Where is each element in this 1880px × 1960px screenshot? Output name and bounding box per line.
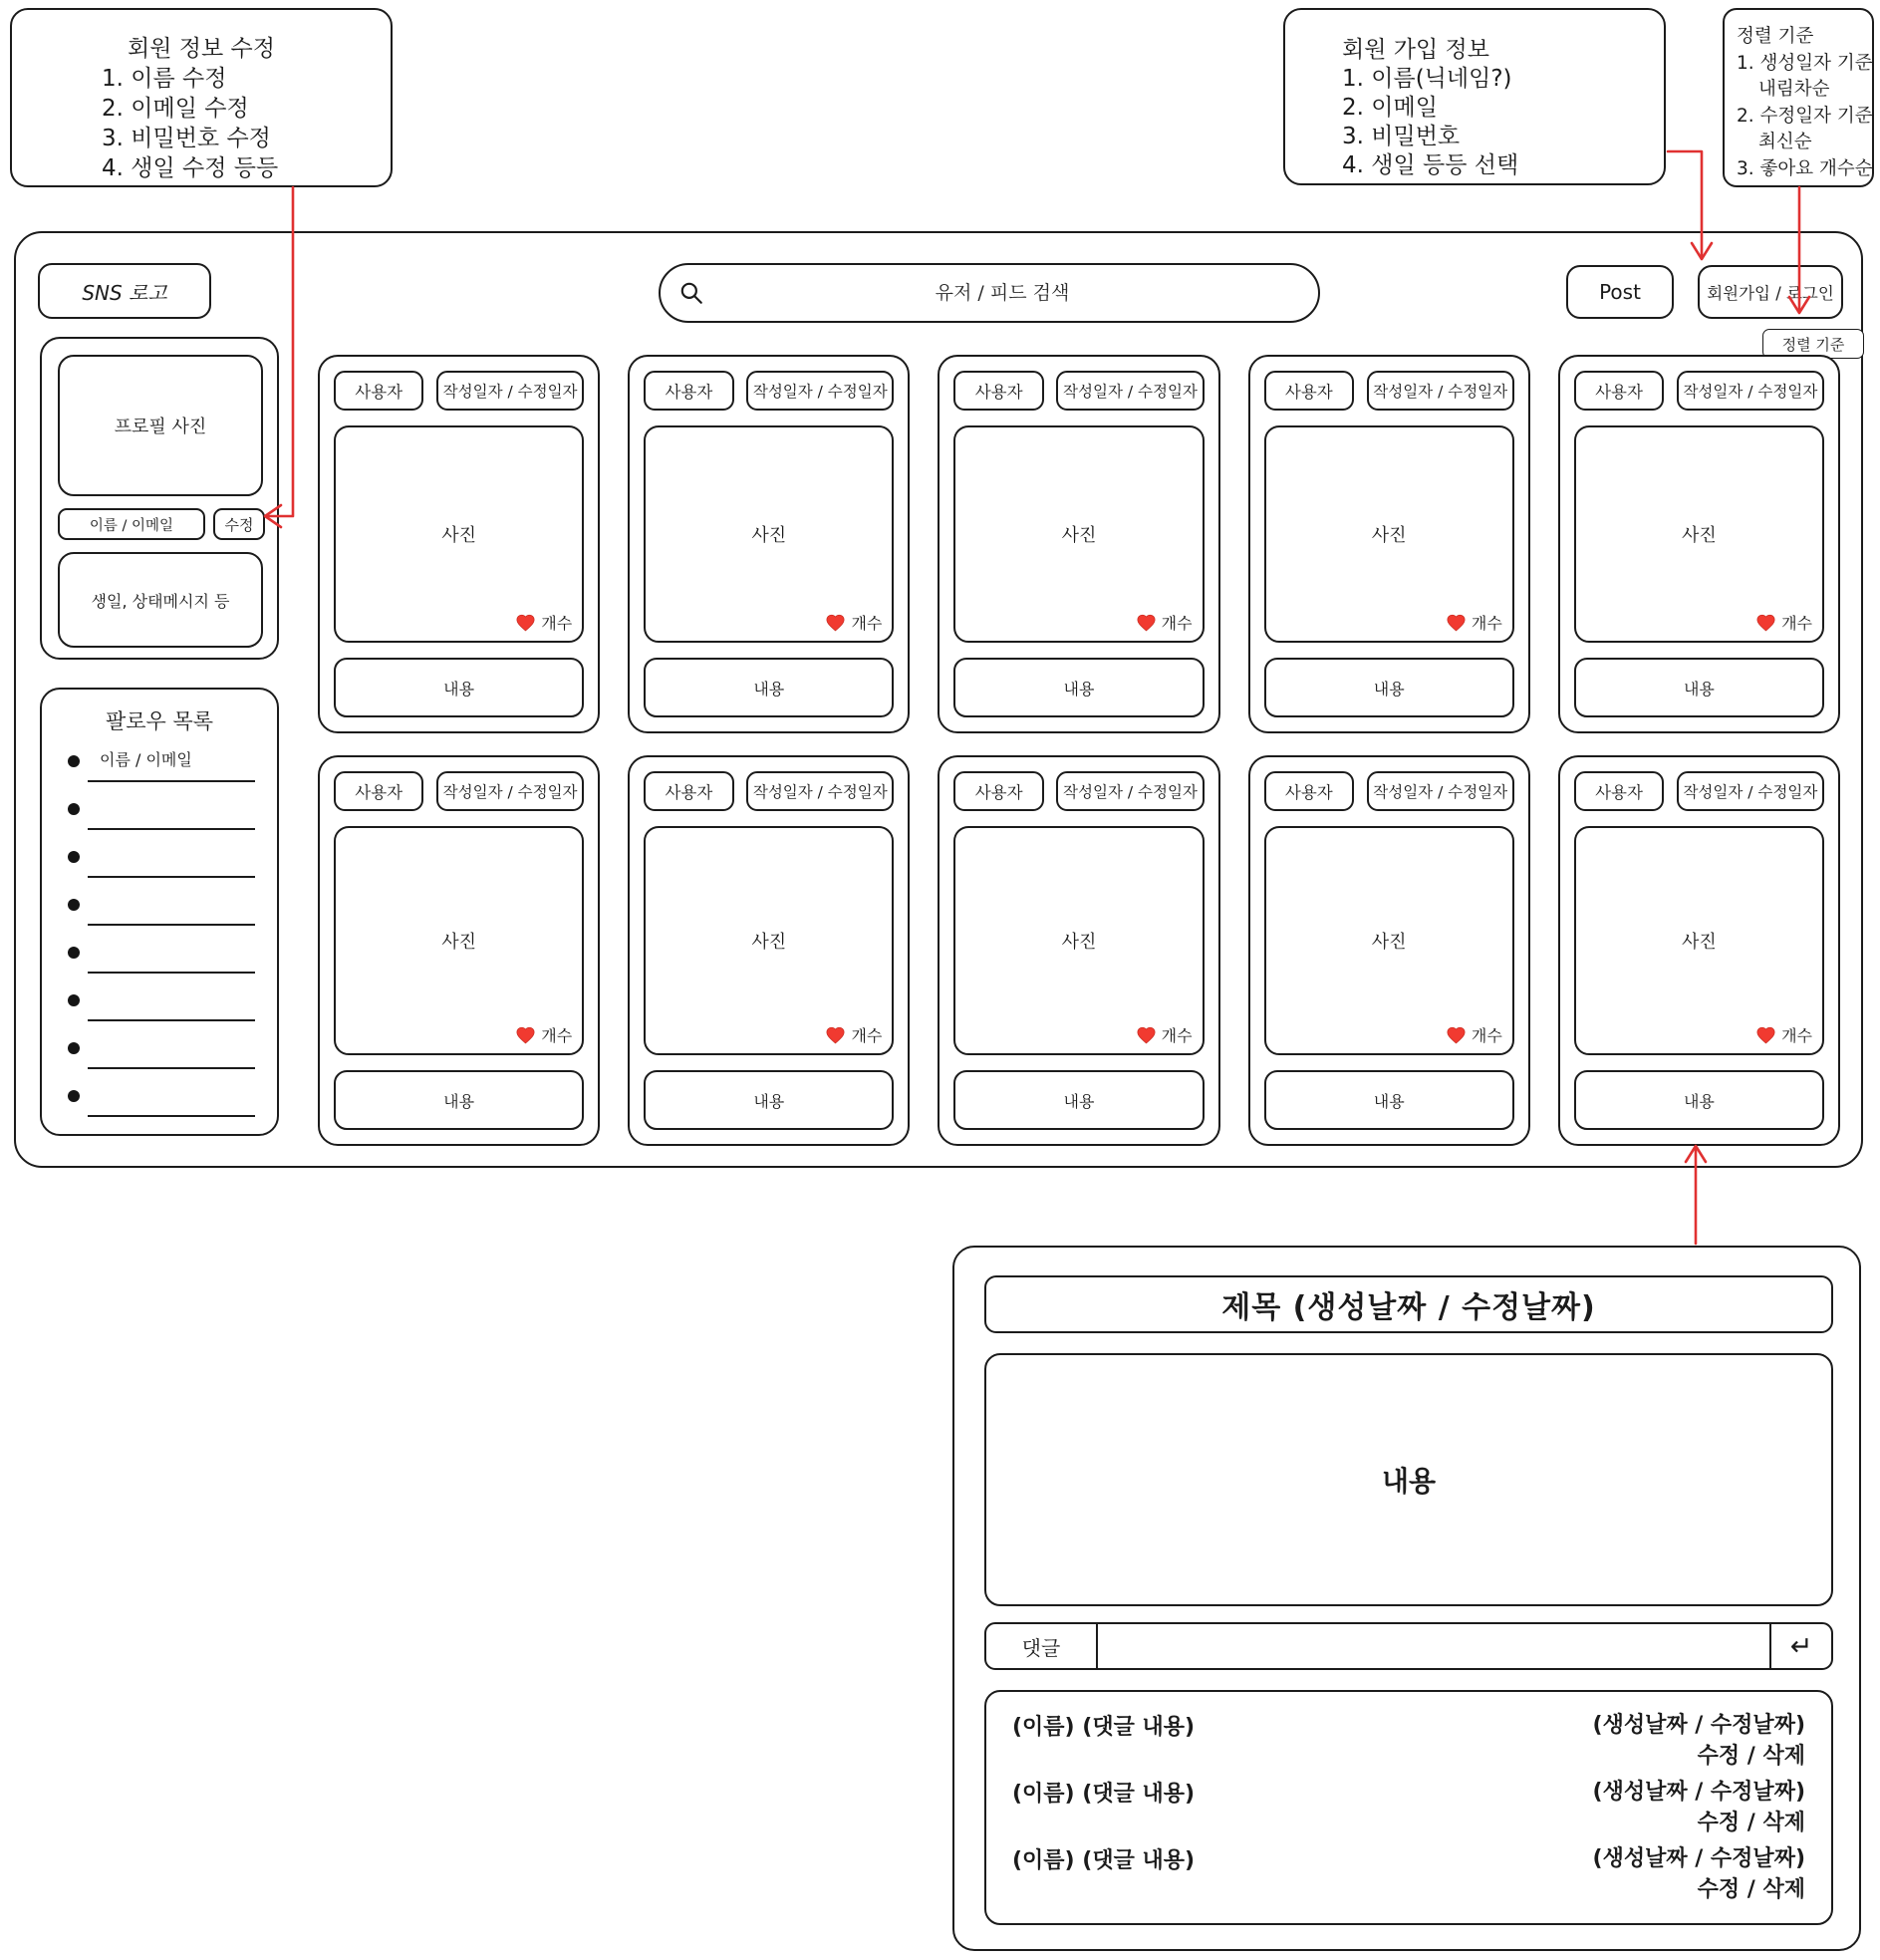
feed-card[interactable]: [628, 755, 910, 1146]
follow-list-item[interactable]: [42, 986, 277, 1034]
card-photo-label: 사진: [751, 525, 787, 546]
like-count-label: 개수: [851, 614, 883, 633]
note-line: 4. 생일 수정 등등: [102, 155, 279, 181]
like-count-label: 개수: [1781, 614, 1812, 633]
card-photo-label: 사진: [1371, 525, 1407, 546]
heart-icon: [1755, 1025, 1776, 1044]
heart-icon: [1136, 1025, 1157, 1044]
card-date-chip: 작성일자 / 수정일자: [1367, 771, 1514, 811]
bullet-icon: [68, 803, 80, 815]
comment-author-text: (이름) (댓글 내용): [1012, 1848, 1196, 1873]
feed-card[interactable]: [318, 755, 600, 1146]
like-button[interactable]: [1755, 1023, 1812, 1046]
card-content: 내용: [1574, 1070, 1824, 1130]
note-line: 내림차순: [1758, 79, 1830, 100]
comment-item: [1012, 1710, 1805, 1772]
bullet-icon: [68, 947, 80, 959]
profile-birthday-status: 생일, 상태메시지 등: [58, 552, 263, 648]
follow-item-underline: [88, 828, 255, 830]
note-line: 2. 이메일 수정: [102, 96, 249, 122]
profile-name-email: 이름 / 이메일: [58, 508, 205, 540]
follow-item-underline: [88, 1019, 255, 1021]
like-button[interactable]: [515, 1023, 572, 1046]
card-photo: [1264, 826, 1514, 1055]
main-app-frame: [14, 231, 1863, 1168]
follow-item-underline: [88, 924, 255, 926]
post-content: 내용: [984, 1353, 1833, 1606]
comment-edit-delete[interactable]: 수정 / 삭제: [1697, 1811, 1805, 1835]
feed-card-header: [1264, 771, 1514, 811]
bullet-icon: [68, 899, 80, 911]
note-line: 4. 생일 등등 선택: [1342, 152, 1519, 178]
follow-list-item[interactable]: [42, 1082, 277, 1130]
feed-card[interactable]: [1558, 355, 1840, 733]
card-photo-label: 사진: [1061, 525, 1097, 546]
note-sort-criteria: [1723, 8, 1874, 187]
comment-list: [984, 1690, 1833, 1925]
comment-label: 댓글: [986, 1624, 1098, 1668]
feed-card[interactable]: [1248, 355, 1530, 733]
card-photo-label: 사진: [441, 932, 476, 953]
card-date-chip: 작성일자 / 수정일자: [1056, 771, 1204, 811]
like-count-label: 개수: [541, 1026, 573, 1045]
enter-icon[interactable]: ↵: [1769, 1624, 1831, 1668]
like-count-label: 개수: [1781, 1026, 1812, 1045]
post-title: 제목 (생성날짜 / 수정날짜): [984, 1275, 1833, 1333]
follow-list-item[interactable]: [42, 1034, 277, 1082]
note-title: 회원 가입 정보: [1342, 37, 1489, 63]
sort-criteria-button[interactable]: 정렬 기준: [1762, 329, 1864, 359]
feed-card-header: [953, 371, 1204, 411]
card-user-chip[interactable]: 사용자: [953, 771, 1043, 811]
card-content: 내용: [953, 1070, 1204, 1130]
sns-logo[interactable]: SNS 로고: [38, 263, 211, 319]
like-count-label: 개수: [1161, 614, 1193, 633]
card-photo-label: 사진: [441, 525, 476, 546]
card-photo-label: 사진: [1682, 525, 1717, 546]
card-date-chip: 작성일자 / 수정일자: [1367, 371, 1514, 411]
note-line: 1. 생성일자 기준: [1737, 52, 1873, 74]
post-detail-modal: [952, 1246, 1861, 1951]
card-date-chip: 작성일자 / 수정일자: [1677, 771, 1824, 811]
feed-card-header: [1574, 371, 1824, 411]
card-content: 내용: [953, 658, 1204, 717]
feed-card[interactable]: [628, 355, 910, 733]
profile-panel: [40, 337, 279, 660]
comment-input[interactable]: [1098, 1624, 1769, 1668]
feed-card-header: [1574, 771, 1824, 811]
note-line: 3. 좋아요 개수순: [1737, 157, 1873, 179]
note-line: 2. 수정일자 기준: [1737, 105, 1873, 127]
card-photo: [334, 826, 584, 1055]
follow-list-title: 팔로우 목록: [105, 709, 214, 733]
heart-icon: [825, 1025, 846, 1044]
note-member-edit: [10, 8, 393, 187]
note-line: 3. 비밀번호 수정: [102, 126, 271, 151]
card-photo-label: 사진: [751, 932, 787, 953]
card-content: 내용: [334, 658, 584, 717]
follow-list-panel: [40, 688, 279, 1136]
signup-login-button[interactable]: 회원가입 / 로그인: [1698, 265, 1843, 319]
like-count-label: 개수: [1471, 1026, 1502, 1045]
like-button[interactable]: [1755, 611, 1812, 634]
feed-card[interactable]: [1558, 755, 1840, 1146]
bullet-icon: [68, 1090, 80, 1102]
card-user-chip[interactable]: 사용자: [334, 771, 423, 811]
profile-photo: 프로필 사진: [58, 355, 263, 496]
like-count-label: 개수: [851, 1026, 883, 1045]
search-input[interactable]: [704, 281, 1300, 305]
card-photo: [644, 425, 894, 643]
like-button[interactable]: [1446, 1023, 1502, 1046]
card-user-chip[interactable]: 사용자: [1264, 371, 1354, 411]
card-photo: [334, 425, 584, 643]
follow-list-item[interactable]: [42, 843, 277, 891]
feed-card-header: [1264, 371, 1514, 411]
card-photo-label: 사진: [1682, 932, 1717, 953]
like-button[interactable]: [825, 611, 882, 634]
comment-dates: (생성날짜 / 수정날짜): [1592, 1713, 1805, 1738]
feed-card-header: [644, 771, 894, 811]
feed-card-header: [953, 771, 1204, 811]
heart-icon: [1446, 613, 1467, 632]
follow-list-item[interactable]: [42, 939, 277, 986]
card-user-chip[interactable]: 사용자: [1574, 771, 1664, 811]
follow-item-label: 이름 / 이메일: [100, 750, 192, 769]
card-content: 내용: [644, 1070, 894, 1130]
feed-card[interactable]: [318, 355, 600, 733]
feed-card-header: [644, 371, 894, 411]
note-line: 2. 이메일: [1342, 95, 1438, 121]
card-content: 내용: [334, 1070, 584, 1130]
card-photo-label: 사진: [1061, 932, 1097, 953]
card-date-chip: 작성일자 / 수정일자: [1677, 371, 1824, 411]
like-count-label: 개수: [1161, 1026, 1193, 1045]
note-title: 정렬 기준: [1737, 26, 1814, 47]
feed-card-header: [334, 371, 584, 411]
note-line: 1. 이름 수정: [102, 66, 227, 92]
feed-card[interactable]: [938, 355, 1219, 733]
card-user-chip[interactable]: 사용자: [1574, 371, 1664, 411]
heart-icon: [1136, 613, 1157, 632]
like-count-label: 개수: [541, 614, 573, 633]
card-date-chip: 작성일자 / 수정일자: [436, 371, 584, 411]
card-date-chip: 작성일자 / 수정일자: [1056, 371, 1204, 411]
like-count-label: 개수: [1471, 614, 1502, 633]
heart-icon: [825, 613, 846, 632]
like-button[interactable]: [515, 611, 572, 634]
follow-item-underline: [88, 876, 255, 878]
like-button[interactable]: [1136, 611, 1193, 634]
search-bar[interactable]: [659, 263, 1320, 323]
card-date-chip: 작성일자 / 수정일자: [746, 371, 894, 411]
like-button[interactable]: [825, 1023, 882, 1046]
card-user-chip[interactable]: 사용자: [334, 371, 423, 411]
note-title: 회원 정보 수정: [128, 36, 275, 62]
comment-dates: (생성날짜 / 수정날짜): [1592, 1780, 1805, 1805]
follow-list-item[interactable]: [42, 747, 277, 795]
card-photo: [644, 826, 894, 1055]
heart-icon: [1446, 1025, 1467, 1044]
like-button[interactable]: [1446, 611, 1502, 634]
comment-input-row: [984, 1622, 1833, 1670]
card-user-chip[interactable]: 사용자: [1264, 771, 1354, 811]
card-content: 내용: [1574, 658, 1824, 717]
feed-card[interactable]: [1248, 755, 1530, 1146]
note-line: 최신순: [1758, 132, 1812, 152]
comment-item: [1012, 1843, 1805, 1905]
card-photo: [953, 826, 1204, 1055]
note-signup-info: [1283, 8, 1666, 185]
comment-edit-delete[interactable]: 수정 / 삭제: [1697, 1877, 1805, 1902]
card-photo-label: 사진: [1371, 932, 1407, 953]
like-button[interactable]: [1136, 1023, 1193, 1046]
card-user-chip[interactable]: 사용자: [953, 371, 1043, 411]
follow-item-underline: [88, 1067, 255, 1069]
card-date-chip: 작성일자 / 수정일자: [436, 771, 584, 811]
note-line: 1. 이름(닉네임?): [1342, 66, 1512, 92]
heart-icon: [1755, 613, 1776, 632]
card-date-chip: 작성일자 / 수정일자: [746, 771, 894, 811]
feed-grid: [318, 355, 1840, 1146]
bullet-icon: [68, 994, 80, 1006]
feed-card-header: [334, 771, 584, 811]
comment-item: [1012, 1777, 1805, 1838]
bullet-icon: [68, 755, 80, 767]
card-user-chip[interactable]: 사용자: [644, 771, 733, 811]
card-photo: [953, 425, 1204, 643]
comment-dates: (생성날짜 / 수정날짜): [1592, 1846, 1805, 1871]
card-photo: [1574, 425, 1824, 643]
heart-icon: [515, 613, 536, 632]
search-icon: [678, 280, 704, 306]
bullet-icon: [68, 851, 80, 863]
follow-list-item[interactable]: [42, 795, 277, 843]
feed-card[interactable]: [938, 755, 1219, 1146]
follow-item-underline: [88, 780, 255, 782]
profile-edit-button[interactable]: 수정: [213, 508, 265, 540]
card-user-chip[interactable]: 사용자: [644, 371, 733, 411]
card-photo: [1264, 425, 1514, 643]
comment-edit-delete[interactable]: 수정 / 삭제: [1697, 1744, 1805, 1769]
card-content: 내용: [1264, 658, 1514, 717]
post-button[interactable]: Post: [1566, 265, 1674, 319]
bullet-icon: [68, 1042, 80, 1054]
card-content: 내용: [1264, 1070, 1514, 1130]
follow-list: [42, 747, 277, 1130]
follow-item-underline: [88, 972, 255, 974]
heart-icon: [515, 1025, 536, 1044]
card-photo: [1574, 826, 1824, 1055]
follow-list-item[interactable]: [42, 891, 277, 939]
comment-author-text: (이름) (댓글 내용): [1012, 1782, 1196, 1807]
note-line: 3. 비밀번호: [1342, 124, 1461, 149]
follow-item-underline: [88, 1115, 255, 1117]
card-content: 내용: [644, 658, 894, 717]
comment-author-text: (이름) (댓글 내용): [1012, 1715, 1196, 1740]
